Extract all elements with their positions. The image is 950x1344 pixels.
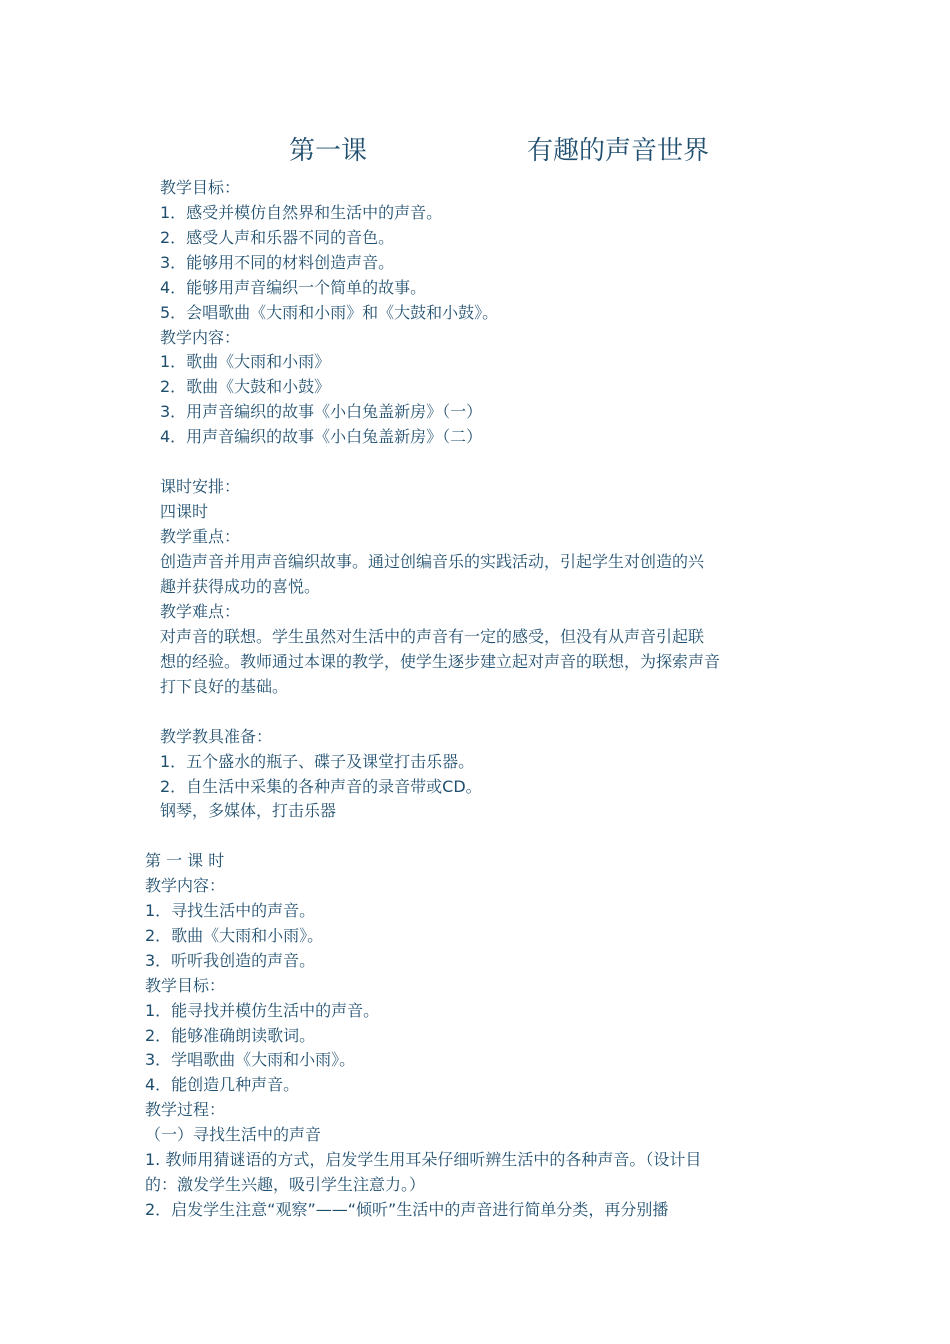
schedule-text: 四课时 bbox=[160, 502, 209, 521]
period-objective-item: 4．能创造几种声音。 bbox=[145, 1075, 300, 1094]
difficulties-heading: 教学难点： bbox=[160, 602, 241, 621]
key-points-text: 趣并获得成功的喜悦。 bbox=[160, 577, 321, 596]
period-content-item: 3．听听我创造的声音。 bbox=[145, 951, 316, 970]
process-step-heading: （一）寻找生活中的声音 bbox=[145, 1125, 322, 1144]
period-objective-item: 1．能寻找并模仿生活中的声音。 bbox=[145, 1001, 380, 1020]
period-content-heading: 教学内容： bbox=[145, 876, 226, 895]
period-objective-item: 3．学唱歌曲《大雨和小雨》。 bbox=[145, 1050, 356, 1069]
content-item: 2．歌曲《大鼓和小鼓》 bbox=[160, 377, 331, 396]
objective-item: 2．感受人声和乐器不同的音色。 bbox=[160, 228, 395, 247]
materials-item: 1．五个盛水的瓶子、碟子及课堂打击乐器。 bbox=[160, 752, 475, 771]
period-content-item: 2．歌曲《大雨和小雨》。 bbox=[145, 926, 324, 945]
process-step-text: 1. 教师用猜谜语的方式，启发学生用耳朵仔细听辨生活中的各种声音。（设计目 bbox=[145, 1150, 702, 1169]
key-points-heading: 教学重点： bbox=[160, 527, 241, 546]
materials-heading: 教学教具准备： bbox=[160, 727, 273, 746]
content-item: 1．歌曲《大雨和小雨》 bbox=[160, 352, 331, 371]
lesson-number: 第一课 bbox=[289, 136, 368, 166]
lesson-name: 有趣的声音世界 bbox=[527, 136, 710, 166]
objective-item: 5．会唱歌曲《大雨和小雨》和《大鼓和小鼓》。 bbox=[160, 303, 499, 322]
difficulties-text: 打下良好的基础。 bbox=[160, 677, 289, 696]
period-objectives-heading: 教学目标： bbox=[145, 976, 226, 995]
period-objective-item: 2．能够准确朗读歌词。 bbox=[145, 1026, 316, 1045]
process-step-text: 的：激发学生兴趣，吸引学生注意力。） bbox=[145, 1175, 426, 1194]
lesson-title bbox=[0, 130, 950, 170]
objective-item: 1．感受并模仿自然界和生活中的声音。 bbox=[160, 203, 443, 222]
content-item: 3．用声音编织的故事《小白兔盖新房》（一） bbox=[160, 402, 483, 421]
objective-item: 3．能够用不同的材料创造声音。 bbox=[160, 253, 395, 272]
difficulties-text: 想的经验。教师通过本课的教学，使学生逐步建立起对声音的联想，为探索声音 bbox=[160, 652, 721, 671]
period-content-item: 1．寻找生活中的声音。 bbox=[145, 901, 316, 920]
objective-item: 4．能够用声音编织一个简单的故事。 bbox=[160, 278, 427, 297]
objectives-heading: 教学目标： bbox=[160, 178, 241, 197]
process-heading: 教学过程： bbox=[145, 1100, 226, 1119]
process-step-text: 2．启发学生注意“观察”——“倾听”生活中的声音进行简单分类，再分别播 bbox=[145, 1200, 669, 1219]
content-item: 4．用声音编织的故事《小白兔盖新房》（二） bbox=[160, 427, 483, 446]
content-heading: 教学内容： bbox=[160, 328, 241, 347]
difficulties-text: 对声音的联想。学生虽然对生活中的声音有一定的感受，但没有从声音引起联 bbox=[160, 627, 705, 646]
materials-item: 2．自生活中采集的各种声音的录音带或CD。 bbox=[160, 777, 482, 796]
schedule-heading: 课时安排： bbox=[160, 477, 241, 496]
materials-item: 钢琴，多媒体，打击乐器 bbox=[160, 801, 337, 820]
period-heading: 第 一 课 时 bbox=[145, 851, 225, 870]
key-points-text: 创造声音并用声音编织故事。通过创编音乐的实践活动，引起学生对创造的兴 bbox=[160, 552, 705, 571]
